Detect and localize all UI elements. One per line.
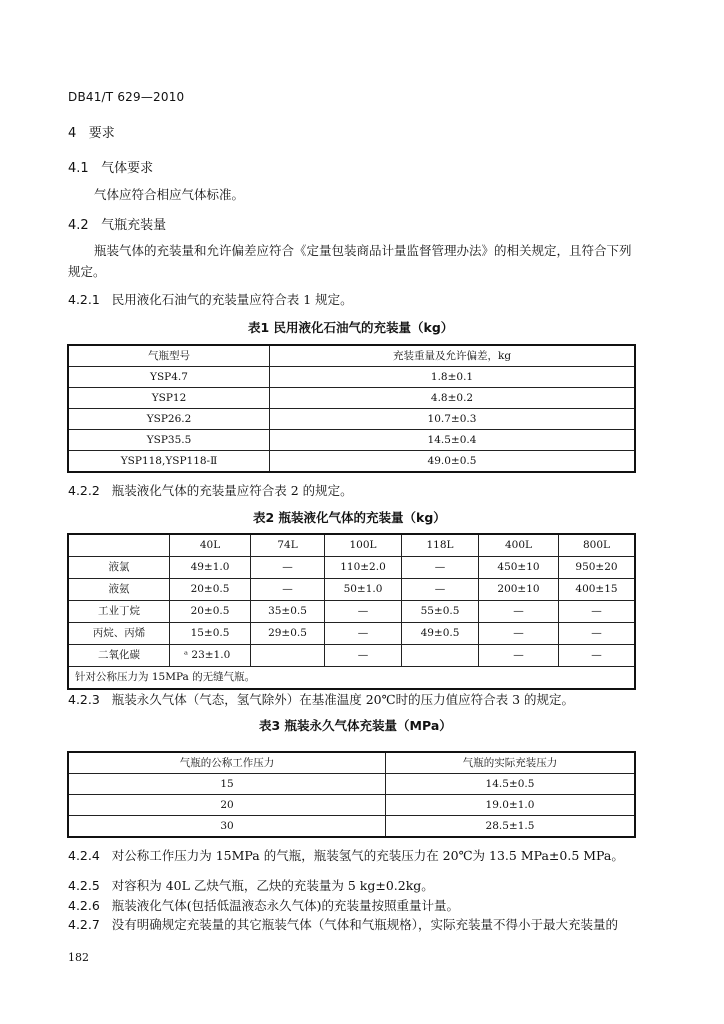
table-cell: 14.5±0.4 [270, 430, 636, 451]
table-cell: 950±20 [559, 557, 636, 579]
table-row [68, 451, 635, 473]
section-4-2-text-line2: 规定。 [68, 264, 106, 279]
clause-4-2-7 [68, 915, 618, 933]
clause-number: 4.2.2 [68, 483, 100, 498]
table-cell: 二氧化碳 [68, 645, 170, 667]
table-cell [402, 645, 479, 667]
table-cell: ᵃ 23±1.0 [170, 645, 251, 667]
table-row [68, 367, 635, 388]
section-number: 4.2 [68, 218, 89, 233]
section-4-1-heading [68, 157, 153, 176]
table-cell: 49.0±0.5 [270, 451, 636, 473]
table-row [68, 388, 635, 409]
table-cell: — [402, 579, 479, 601]
table-row [68, 409, 635, 430]
table-row [68, 557, 635, 579]
table-cell: 20±0.5 [170, 601, 251, 623]
table-cell: 20±0.5 [170, 579, 251, 601]
table-row [68, 579, 635, 601]
section-title: 气瓶充装量 [101, 218, 167, 233]
table-cell: 液氨 [68, 579, 170, 601]
table-cell: 15 [68, 774, 386, 795]
table-cell: — [479, 623, 559, 645]
table-cell: — [325, 645, 402, 667]
table-cell: 450±10 [479, 557, 559, 579]
table-cell: 14.5±0.5 [386, 774, 636, 795]
table-cell: 30 [68, 816, 386, 838]
table-row [68, 601, 635, 623]
clause-4-2-6 [68, 896, 459, 914]
table-2 [67, 533, 636, 690]
clause-number: 4.2.6 [68, 898, 100, 913]
table-cell: 10.7±0.3 [270, 409, 636, 430]
table-row [68, 795, 635, 816]
table-cell: 35±0.5 [251, 601, 325, 623]
section-number: 4 [68, 126, 77, 141]
table-header-cell: 40L [170, 534, 251, 557]
clause-text: 瓶装液化气体(包括低温液态永久气体)的充装量按照重量计量。 [111, 898, 459, 913]
table-cell: YSP4.7 [68, 367, 270, 388]
table-3-caption: 表3 瓶装永久气体充装量（MPa） [259, 718, 452, 733]
table-cell: 55±0.5 [402, 601, 479, 623]
section-4-1-text: 气体应符合相应气体标准。 [94, 187, 245, 202]
document-code: DB41/T 629—2010 [68, 90, 185, 104]
table-header-cell [68, 534, 170, 557]
table-cell: — [559, 645, 636, 667]
table-3 [67, 751, 636, 838]
table-cell: 丙烷、丙烯 [68, 623, 170, 645]
table-header-row [68, 534, 635, 557]
clause-text: 没有明确规定充装量的其它瓶装气体（气体和气瓶规格），实际充装量不得小于最大充装量的 [111, 917, 618, 932]
table-cell: — [559, 601, 636, 623]
table-cell: 20 [68, 795, 386, 816]
table-cell: 15±0.5 [170, 623, 251, 645]
table-cell: 28.5±1.5 [386, 816, 636, 838]
table-cell: 110±2.0 [325, 557, 402, 579]
table-row [68, 645, 635, 667]
section-title: 要求 [88, 126, 115, 141]
clause-number: 4.2.3 [68, 692, 100, 707]
table-row [68, 816, 635, 838]
section-title: 气体要求 [101, 161, 154, 176]
table-cell: — [251, 557, 325, 579]
clause-number: 4.2.7 [68, 917, 100, 932]
table-header-cell: 400L [479, 534, 559, 557]
table-header-cell: 充装重量及允许偏差，kg [270, 345, 636, 367]
table-header-cell: 100L [325, 534, 402, 557]
table-2-caption: 表2 瓶装液化气体的充装量（kg） [253, 510, 446, 525]
table-cell: — [402, 557, 479, 579]
table-cell: 49±0.5 [402, 623, 479, 645]
table-cell: — [325, 601, 402, 623]
table-row [68, 430, 635, 451]
table-cell: — [251, 579, 325, 601]
table-note-row [68, 667, 635, 690]
table-cell: 49±1.0 [170, 557, 251, 579]
table-cell: YSP35.5 [68, 430, 270, 451]
table-header-row [68, 345, 635, 367]
clause-4-2-1 [68, 290, 353, 308]
section-number: 4.1 [68, 161, 89, 176]
table-cell: — [559, 623, 636, 645]
table-header-row [68, 752, 635, 774]
section-4-heading [68, 122, 115, 141]
table-header-cell: 气瓶型号 [68, 345, 270, 367]
table-row [68, 774, 635, 795]
section-4-2-text-line1: 瓶装气体的充装量和允许偏差应符合《定量包装商品计量监督管理办法》的相关规定，且符合下列 [94, 243, 632, 258]
table-header-cell: 74L [251, 534, 325, 557]
clause-4-2-4 [68, 846, 624, 864]
table-cell: 200±10 [479, 579, 559, 601]
clause-number: 4.2.5 [68, 878, 100, 893]
clause-text: 对公称工作压力为 15MPa 的气瓶，瓶装氢气的充装压力在 20℃为 13.5 MPa±0.5 MPa。 [111, 848, 624, 863]
table-cell: 29±0.5 [251, 623, 325, 645]
clause-4-2-3 [68, 690, 574, 708]
table-header-cell: 气瓶的公称工作压力 [68, 752, 386, 774]
clause-text: 瓶装液化气体的充装量应符合表 2 的规定。 [111, 483, 353, 498]
table-header-cell: 118L [402, 534, 479, 557]
clause-text: 瓶装永久气体（气态，氢气除外）在基准温度 20℃时的压力值应符合表 3 的规定。 [111, 692, 574, 707]
page-number: 182 [68, 951, 89, 964]
table-cell: 400±15 [559, 579, 636, 601]
clause-text: 对容积为 40L 乙炔气瓶，乙炔的充装量为 5 kg±0.2kg。 [111, 878, 434, 893]
table-cell: 1.8±0.1 [270, 367, 636, 388]
table-cell: YSP12 [68, 388, 270, 409]
table-1 [67, 344, 636, 473]
table-1-caption: 表1 民用液化石油气的充装量（kg） [248, 320, 454, 335]
clause-number: 4.2.4 [68, 848, 100, 863]
section-4-2-heading [68, 214, 166, 233]
table-header-cell: 气瓶的实际充装压力 [386, 752, 636, 774]
table-cell: — [479, 601, 559, 623]
table-header-cell: 800L [559, 534, 636, 557]
clause-text: 民用液化石油气的充装量应符合表 1 规定。 [111, 292, 353, 307]
table-cell: 工业丁烷 [68, 601, 170, 623]
table-cell: — [325, 623, 402, 645]
clause-number: 4.2.1 [68, 292, 100, 307]
table-cell [251, 645, 325, 667]
table-cell: YSP118,YSP118-Ⅱ [68, 451, 270, 473]
table-cell: — [479, 645, 559, 667]
table-cell: 19.0±1.0 [386, 795, 636, 816]
table-cell: 液氯 [68, 557, 170, 579]
table-note: 针对公称压力为 15MPa 的无缝气瓶。 [68, 667, 635, 690]
table-cell: 4.8±0.2 [270, 388, 636, 409]
table-cell: YSP26.2 [68, 409, 270, 430]
table-cell: 50±1.0 [325, 579, 402, 601]
clause-4-2-2 [68, 481, 353, 499]
clause-4-2-5 [68, 876, 434, 894]
table-row [68, 623, 635, 645]
